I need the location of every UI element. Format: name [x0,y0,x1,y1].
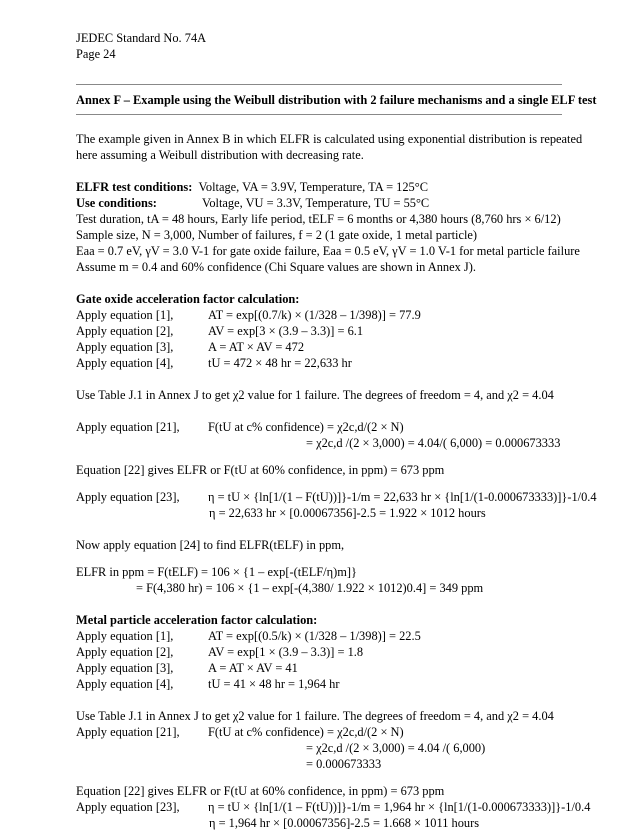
gate-eq1-value: AT = exp[(0.7/k) × (1/328 – 1/398)] = 77.9 [208,308,421,322]
gate-eq21-row [76,419,562,435]
gate-eq1-label: Apply equation [1], [76,308,174,322]
gate-eq4-row [76,355,562,371]
metal-eq3-row [76,660,562,676]
metal-eq21-line3: = 0.000673333 [306,757,382,771]
metal-eq4-value: tU = 41 × 48 hr = 1,964 hr [208,677,340,691]
page-header [76,30,562,62]
metal-eq2-row [76,644,562,660]
gate-eq4-label: Apply equation [4], [76,356,174,370]
gate-eq2-row [76,323,562,339]
metal-eq2-value: AV = exp[1 × (3.9 – 3.3)] = 1.8 [208,645,364,659]
metal-eq1-value: AT = exp[(0.5/k) × (1/328 – 1/398)] = 22.5 [208,629,421,643]
gate-eq24-line: Now apply equation [24] to find ELFR(tELF) in ppm, [76,538,345,552]
assumption-line: Assume m = 0.4 and 60% confidence (Chi Square values are shown in Annex J). [76,260,476,274]
metal-eq22-line: Equation [22] gives ELFR or F(tU at 60% confidence, in ppm) = 673 ppm [76,784,445,798]
gate-eq23-label: Apply equation [23], [76,490,180,504]
standard-name: JEDEC Standard No. 74A [76,31,207,45]
metal-eq23-label: Apply equation [23], [76,800,180,814]
gate-eq21-line1: F(tU at c% confidence) = χ2c,d/(2 × N) [208,420,404,434]
elfr-ppm-line2: = F(4,380 hr) = 106 × {1 – exp[-(4,380/ 1.922 × 1012)0.4] = 349 ppm [136,581,484,595]
gate-eq21-line2: = χ2c,d /(2 × 3,000) = 4.04/( 6,000) = 0.000673333 [306,436,561,450]
gate-eq23-line1: η = tU × {ln[1/(1 – F(tU))]}-1/m = 22,633 hr × {ln[1/(1-0.000673333)]}-1/0.4 [208,490,597,504]
elfr-conditions-label: ELFR test conditions: [76,180,193,194]
elfr-conditions [76,179,562,195]
metal-eq4-row [76,676,562,692]
metal-eq23-line2: η = 1,964 hr × [0.00067356]-2.5 = 1.668 × 1011 hours [209,816,480,830]
metal-heading: Metal particle acceleration factor calculation: [76,613,318,627]
metal-eq21-label: Apply equation [21], [76,725,180,739]
metal-eq4-label: Apply equation [4], [76,677,174,691]
header-rule [76,84,562,85]
metal-eq2-label: Apply equation [2], [76,645,174,659]
gate-eq4-value: tU = 472 × 48 hr = 22,633 hr [208,356,352,370]
elfr-ppm-line1: ELFR in ppm = F(tELF) = 106 × {1 – exp[-(tELF/η)m]} [76,565,357,579]
metal-eq1-row [76,628,562,644]
metal-eq3-value: A = AT × AV = 41 [208,661,298,675]
gate-eq3-row [76,339,562,355]
sample-size-line: Sample size, N = 3,000, Number of failures, f = 2 (1 gate oxide, 1 metal particle) [76,228,478,242]
gate-eq21-label: Apply equation [21], [76,420,180,434]
gate-eq23-line2: η = 22,633 hr × [0.00067356]-2.5 = 1.922 × 1012 hours [209,506,486,520]
gate-eq2-label: Apply equation [2], [76,324,174,338]
activation-energy-line: Eaa = 0.7 eV, γV = 3.0 V-1 for gate oxide failure, Eaa = 0.5 eV, γV = 1.0 V-1 for metal particle failure [76,244,580,258]
intro-line-2: here assuming a Weibull distribution with decreasing rate. [76,148,364,162]
gate-eq1-row [76,307,562,323]
metal-eq23-line1: η = tU × {ln[1/(1 – F(tU))]}-1/m = 1,964 hr × {ln[1/(1-0.000673333)]}-1/0.4 [208,800,591,814]
gate-table-j1-line: Use Table J.1 in Annex J to get χ2 value for 1 failure. The degrees of freedom = 4, and χ2 = 4.04 [76,388,554,402]
gate-oxide-heading: Gate oxide acceleration factor calculation: [76,292,300,306]
metal-table-j1-line: Use Table J.1 in Annex J to get χ2 value for 1 failure. The degrees of freedom = 4, and χ2 = 4.04 [76,709,554,723]
metal-eq21-line2: = χ2c,d /(2 × 3,000) = 4.04 /( 6,000) [306,741,486,755]
gate-eq23-row [76,489,597,505]
test-duration-line: Test duration, tA = 48 hours, Early life period, tELF = 6 months or 4,380 hours (8,760 hrs × 6/12) [76,212,561,226]
use-conditions-label: Use conditions: [76,196,157,210]
metal-eq21-row [76,724,562,740]
use-conditions [76,195,562,211]
gate-eq3-value: A = AT × AV = 472 [208,340,305,354]
gate-eq3-label: Apply equation [3], [76,340,174,354]
page-number: Page 24 [76,47,116,61]
annex-title: Annex F – Example using the Weibull distribution with 2 failure mechanisms and a single ELF test [76,93,597,107]
intro-line-1: The example given in Annex B in which ELFR is calculated using exponential distribution is repeated [76,132,583,146]
elfr-conditions-text: Voltage, VA = 3.9V, Temperature, TA = 125°C [198,180,428,194]
metal-eq23-row [76,799,591,815]
metal-eq21-line1: F(tU at c% confidence) = χ2c,d/(2 × N) [208,725,404,739]
gate-eq2-value: AV = exp[3 × (3.9 – 3.3)] = 6.1 [208,324,364,338]
metal-eq3-label: Apply equation [3], [76,661,174,675]
metal-eq1-label: Apply equation [1], [76,629,174,643]
gate-eq22-line: Equation [22] gives ELFR or F(tU at 60% confidence, in ppm) = 673 ppm [76,463,445,477]
use-conditions-text: Voltage, VU = 3.3V, Temperature, TU = 55°C [202,196,430,210]
